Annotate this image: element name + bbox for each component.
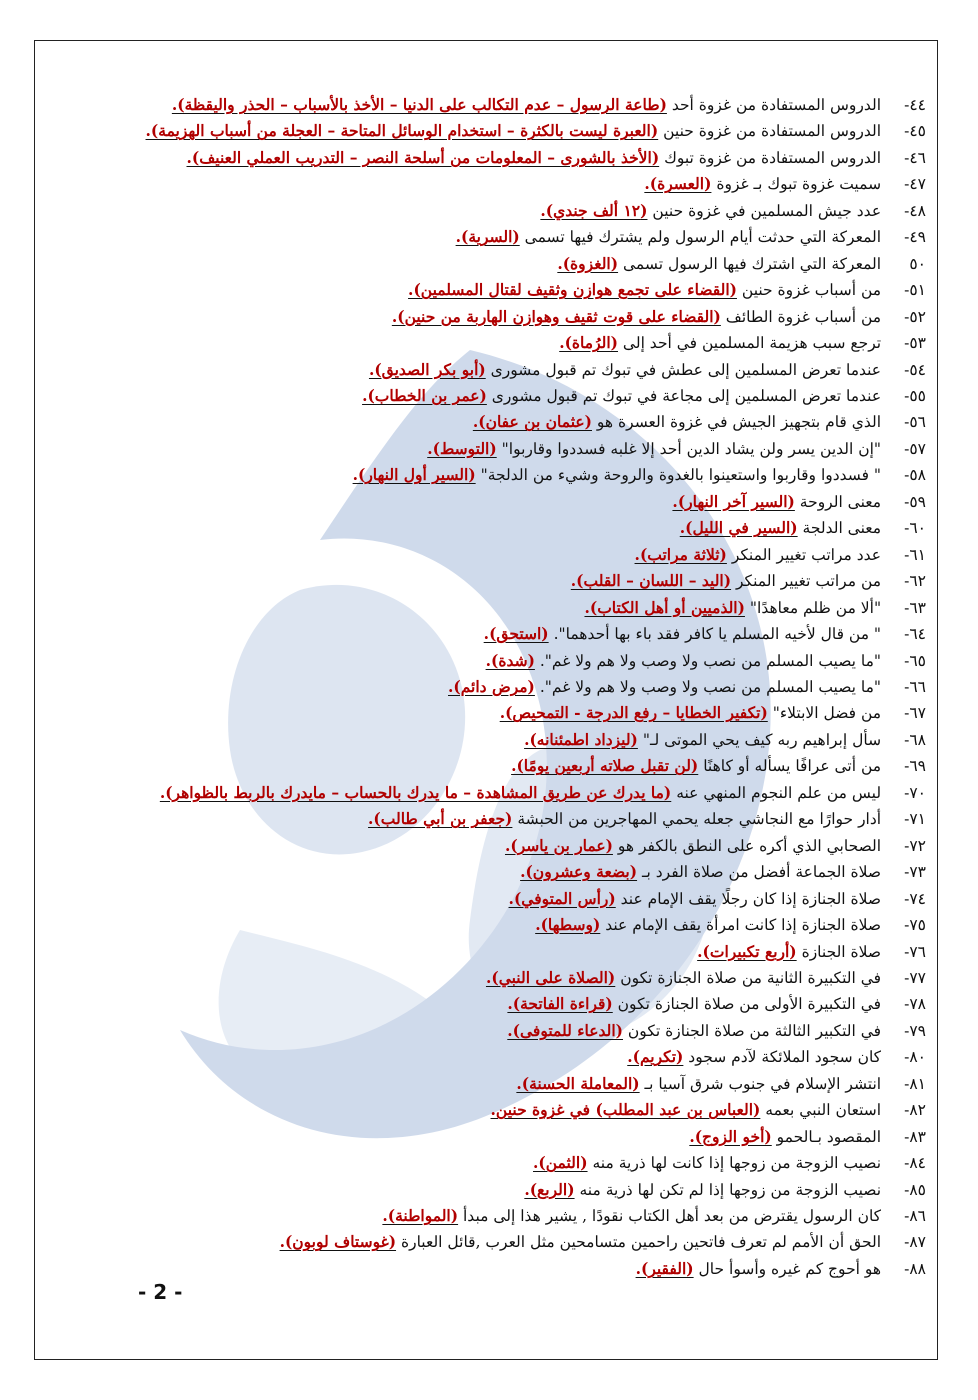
question-text: "إن الدين يسر ولن يشاد الدين أحد إلا غلبه فسددوا وقاربوا" <box>496 439 886 458</box>
answer-text: (شدة). <box>485 650 535 670</box>
question-number: ٧١- <box>904 810 926 829</box>
question-text: في التكبير الثالثة من صلاة الجنازة تكون <box>623 1021 886 1040</box>
question-number: ٦٢- <box>904 572 926 591</box>
answer-text: (المواطنة). <box>382 1206 459 1226</box>
answer-text: (لن تقبل صلاته أربعين يومًا). <box>511 756 699 776</box>
question-text: معنى الدلجة <box>797 519 886 538</box>
question-row <box>46 1177 926 1203</box>
answer-text: (ثلاثة مراتب). <box>634 544 727 564</box>
answer-text: (أخو الزوج). <box>689 1126 772 1146</box>
question-row <box>46 727 926 753</box>
answer-text: (عثمان بن عفان). <box>472 412 592 432</box>
question-text: المعركة التي حدثت أيام الرسول ولم يشترك فيها تسمى <box>519 228 886 247</box>
answer-text: (الثمن). <box>533 1153 588 1173</box>
question-row <box>46 595 926 621</box>
question-row <box>46 859 926 885</box>
question-row <box>46 542 926 568</box>
question-row <box>46 1229 926 1255</box>
question-row <box>46 224 926 250</box>
question-row <box>46 304 926 330</box>
question-number: ٧٠- <box>904 783 926 802</box>
question-number: ٦٣- <box>904 598 926 617</box>
answer-text: (قراءة الفاتحة). <box>507 994 613 1014</box>
question-row <box>46 145 926 171</box>
question-row <box>46 489 926 515</box>
answer-text: (الغزوة). <box>557 253 619 273</box>
answer-text: (عمر بن الخطاب). <box>362 385 487 405</box>
answer-text: (تكريم). <box>627 1047 684 1067</box>
answer-text: (غوستاف لوبون). <box>279 1232 397 1252</box>
answer-text: (الذميين أو أهل الكتاب). <box>584 597 745 617</box>
answer-text: (الرُماة). <box>559 333 618 353</box>
question-number: ٥٧- <box>904 439 926 458</box>
question-number: ٨٥- <box>904 1180 926 1199</box>
question-text: من مراتب تغيير المنكر <box>731 572 886 591</box>
question-number: ٦٧- <box>904 704 926 723</box>
answer-text: (الربع). <box>524 1179 575 1199</box>
question-row <box>46 198 926 224</box>
question-number: ٧٩- <box>904 1021 926 1040</box>
answer-text: (أربع تكبيرات). <box>697 941 797 961</box>
question-row <box>46 92 926 118</box>
question-number: ٧٢- <box>904 836 926 855</box>
answer-text: (تكفير الخطايا – رفع الدرجة - التمحيص). <box>499 703 768 723</box>
question-number: ٨٢- <box>904 1101 926 1120</box>
question-number: ٨٦- <box>904 1207 926 1226</box>
question-number: ٦١- <box>904 545 926 564</box>
question-row <box>46 1203 926 1229</box>
question-row <box>46 965 926 991</box>
question-text: ترجع سبب هزيمة المسلمين في أحد إلى <box>618 334 886 353</box>
question-number: ٤٧- <box>904 175 926 194</box>
question-number: ٧٣- <box>904 863 926 882</box>
question-text: في التكبيرة الأولى من صلاة الجنازة تكون <box>612 995 886 1014</box>
question-text: عدد مراتب تغيير المنكر <box>726 545 886 564</box>
question-row <box>46 277 926 303</box>
answer-text: (التوسط). <box>427 438 497 458</box>
question-row <box>46 1256 926 1282</box>
question-text: استعان النبي بعمه <box>760 1101 886 1120</box>
question-row <box>46 886 926 912</box>
answer-text: (طاعة الرسول – عدم التكالب على الدنيا – الأخذ بالأسباب – الحذر واليقظة). <box>171 95 667 114</box>
question-row <box>46 436 926 462</box>
question-number: ٨٣- <box>904 1127 926 1146</box>
answer-text: (جعفر بن أبي طالب). <box>368 809 513 829</box>
question-text: كان الرسول يقترض من بعد أهل الكتاب نقودًا , يشير هذا إلى مبدأ <box>458 1207 886 1226</box>
question-row <box>46 1018 926 1044</box>
answer-text: (الأخذ بالشورى – المعلومات من أسلحة النصر – التدريب العملي العنيف). <box>186 147 660 167</box>
question-number: ٤٥- <box>904 122 926 141</box>
question-number: ٦٥- <box>904 651 926 670</box>
question-number: ٧٥- <box>904 916 926 935</box>
question-text: "ما يصيب المسلم من نصب ولا وصب ولا هم ولا غم". <box>534 651 886 670</box>
question-text: الدروس المستفادة من غزوة تبوك <box>659 148 886 167</box>
question-number: ٧٨- <box>904 995 926 1014</box>
question-number: ٥١- <box>904 281 926 300</box>
question-row <box>46 1044 926 1070</box>
question-text: نصيب الزوجة من زوجها إذا لم تكن لها ذرية منه <box>574 1180 886 1199</box>
question-text: سميت غزوة تبوك بـ غزوة <box>711 175 886 194</box>
answer-text: (السير آخر النهار). <box>672 491 795 511</box>
answer-text: (العباس بن عبد المطلب) في غزوة حنين. <box>490 1100 761 1120</box>
question-row <box>46 515 926 541</box>
question-text: ليس من علم النجوم المنهي عنه <box>671 783 886 802</box>
question-text: صلاة الجماعة أفضل من صلاة الفرد بـ <box>637 863 886 882</box>
question-number: ٤٤- <box>904 96 926 114</box>
question-text: انتشر الإسلام في جنوب شرق آسيا بـ <box>639 1074 886 1093</box>
question-row <box>46 330 926 356</box>
answer-text: (استحق). <box>483 624 549 644</box>
question-row <box>46 753 926 779</box>
question-number: ٥٣- <box>904 334 926 353</box>
answer-text: (الصلاة على النبي). <box>485 967 616 987</box>
question-number: ٥٨- <box>904 466 926 485</box>
question-number: ٥٩- <box>904 492 926 511</box>
question-text: من أتى عرافًا يسأله أو كاهنًا <box>698 757 886 776</box>
question-text: المعركة التي اشترك فيها الرسول تسمى <box>618 254 886 273</box>
answer-text: (السرية). <box>455 227 520 247</box>
answer-text: (العسرة). <box>644 174 712 194</box>
question-text: صلاة الجنازة إذا كانت امرأة يقف الإمام عند <box>600 916 886 935</box>
question-text: نصيب الزوجة من زوجها إذا كانت لها ذرية منه <box>587 1154 886 1173</box>
question-row <box>46 700 926 726</box>
answer-text: (عمار بن ياسر). <box>504 835 613 855</box>
question-number: ٥٠ <box>909 254 926 273</box>
question-number: ٧٦- <box>904 942 926 961</box>
question-text: صلاة الجنازة إذا كان رجلًا يقف الإمام عند <box>615 889 886 908</box>
question-row <box>46 912 926 938</box>
question-text: كان سجود الملائكة لآدم سجود <box>683 1048 886 1067</box>
question-number: ٥٥- <box>904 386 926 405</box>
question-number: ٧٧- <box>904 968 926 987</box>
answer-text: (المعاملة الحسنة). <box>516 1073 640 1093</box>
question-number: ٨٨- <box>904 1259 926 1278</box>
question-row <box>46 409 926 435</box>
question-text: هو أحوج كم غيره وأسوأ حال <box>693 1259 886 1278</box>
answer-text: (وسطها). <box>535 915 601 935</box>
question-text: معنى الروحة <box>794 492 886 511</box>
question-text: الدروس المستفادة من غزوة أحد <box>666 96 886 114</box>
question-text: عندما تعرض المسلمين إلى مجاعة في تبوك تم قبول مشورى <box>486 386 886 405</box>
question-row <box>46 462 926 488</box>
question-number: ٦٨- <box>904 730 926 749</box>
question-row <box>46 780 926 806</box>
answer-text: (بضعة وعشرون). <box>520 862 638 882</box>
question-number: ٥٢- <box>904 307 926 326</box>
question-number: ٥٦- <box>904 413 926 432</box>
answer-text: (السير أول النهار). <box>352 465 476 485</box>
answer-text: (مرض دائم). <box>448 676 535 696</box>
question-row <box>46 674 926 700</box>
question-text: صلاة الجنازة <box>796 942 886 961</box>
question-row <box>46 251 926 277</box>
question-number: ٤٦- <box>904 148 926 167</box>
question-row <box>46 648 926 674</box>
question-number: ٦٩- <box>904 757 926 776</box>
question-row <box>46 1150 926 1176</box>
answer-text: (الدعاء للمتوفى). <box>507 1020 623 1040</box>
answer-text: (ما يدرك عن طريق المشاهدة – ما يدرك بالحساب – مايدرك بالربط بالظواهر). <box>159 782 672 802</box>
question-row <box>46 1071 926 1097</box>
question-text: عدد جيش المسلمين في غزوة حنين <box>647 201 886 220</box>
question-text: من فضل الابتلاء" <box>767 704 886 723</box>
question-row <box>46 833 926 859</box>
answer-text: (ليزداد اطمئنانه). <box>524 729 638 749</box>
question-number: ٨٠- <box>904 1048 926 1067</box>
question-text: الصحابي الذي أكره على النطق بالكفر هو <box>612 836 886 855</box>
question-row <box>46 939 926 965</box>
answer-text: (الفقير). <box>635 1258 694 1278</box>
question-number: ٥٤- <box>904 360 926 379</box>
question-text: من أسباب غزوة الطائف <box>720 307 886 326</box>
question-text: " من قال لأخيه المسلم يا كافر فقد باء بها أحدهما". <box>548 625 886 644</box>
question-row <box>46 621 926 647</box>
answer-text: (السير في الليل). <box>679 518 798 538</box>
question-number: ٨٧- <box>904 1233 926 1252</box>
answer-text: (أبو بكر الصديق). <box>368 359 486 379</box>
question-row <box>46 806 926 832</box>
question-number: ٨٤- <box>904 1154 926 1173</box>
question-text: الذي قام بتجهيز الجيش في غزوة العسرة هو <box>592 413 886 432</box>
question-number: ٧٤- <box>904 889 926 908</box>
question-text: " فسددوا وقاربوا واستعينوا بالغدوة والروحة وشيء من الدلجة" <box>475 466 886 485</box>
question-number: ٦٤- <box>904 625 926 644</box>
question-number: ٤٩- <box>904 228 926 247</box>
answer-text: (١٢ ألف جندي). <box>540 200 648 220</box>
question-number: ٦٦- <box>904 677 926 696</box>
question-text: من أسباب غزوة حنين <box>736 281 886 300</box>
question-row <box>46 1097 926 1123</box>
answer-text: (العبرة ليست بالكثرة – استخدام الوسائل المتاحة – العجلة من أسباب الهزيمة). <box>145 121 659 141</box>
qa-list <box>46 92 926 1282</box>
question-row <box>46 991 926 1017</box>
question-text: المقصود بـالحمو <box>771 1127 886 1146</box>
question-number: ٤٨- <box>904 201 926 220</box>
question-text: في التكبيرة الثانية من صلاة الجنازة تكون <box>615 968 886 987</box>
question-number: ٦٠- <box>904 519 926 538</box>
question-text: "ألا من ظلم معاهدًا" <box>744 598 886 617</box>
question-text: عندما تعرض المسلمين إلى عطش في تبوك تم قبول مشورى <box>485 360 886 379</box>
question-row <box>46 1124 926 1150</box>
question-text: سأل إبراهيم ربه كيف يحي الموتى لـ" <box>637 730 886 749</box>
question-row <box>46 171 926 197</box>
answer-text: (اليد – اللسان – القلب). <box>570 571 732 591</box>
answer-text: (رأس المتوفي). <box>508 888 616 908</box>
question-text: الحق أن الأمم لم تعرف فاتحين راحمين متسامحين مثل العرب ,قائل العبارة <box>396 1233 886 1252</box>
question-row <box>46 568 926 594</box>
question-text: "ما يصيب المسلم من نصب ولا وصب ولا هم ولا غم". <box>534 677 886 696</box>
question-text: الدروس المستفادة من غزوة حنين <box>658 122 886 141</box>
question-text: أدار حوارًا مع النجاشي جعله يحمي المهاجرين من الحبشة <box>512 810 886 829</box>
answer-text: (القضاء على تجمع هوازن وثقيف لقتال المسلمين). <box>408 280 737 300</box>
question-row <box>46 383 926 409</box>
question-row <box>46 118 926 144</box>
question-number: ٨١- <box>904 1074 926 1093</box>
page-number: - 2 - <box>138 1280 183 1304</box>
answer-text: (القضاء على قوت ثقيف وهوازن الهاربة من حنين). <box>391 306 721 326</box>
question-row <box>46 357 926 383</box>
